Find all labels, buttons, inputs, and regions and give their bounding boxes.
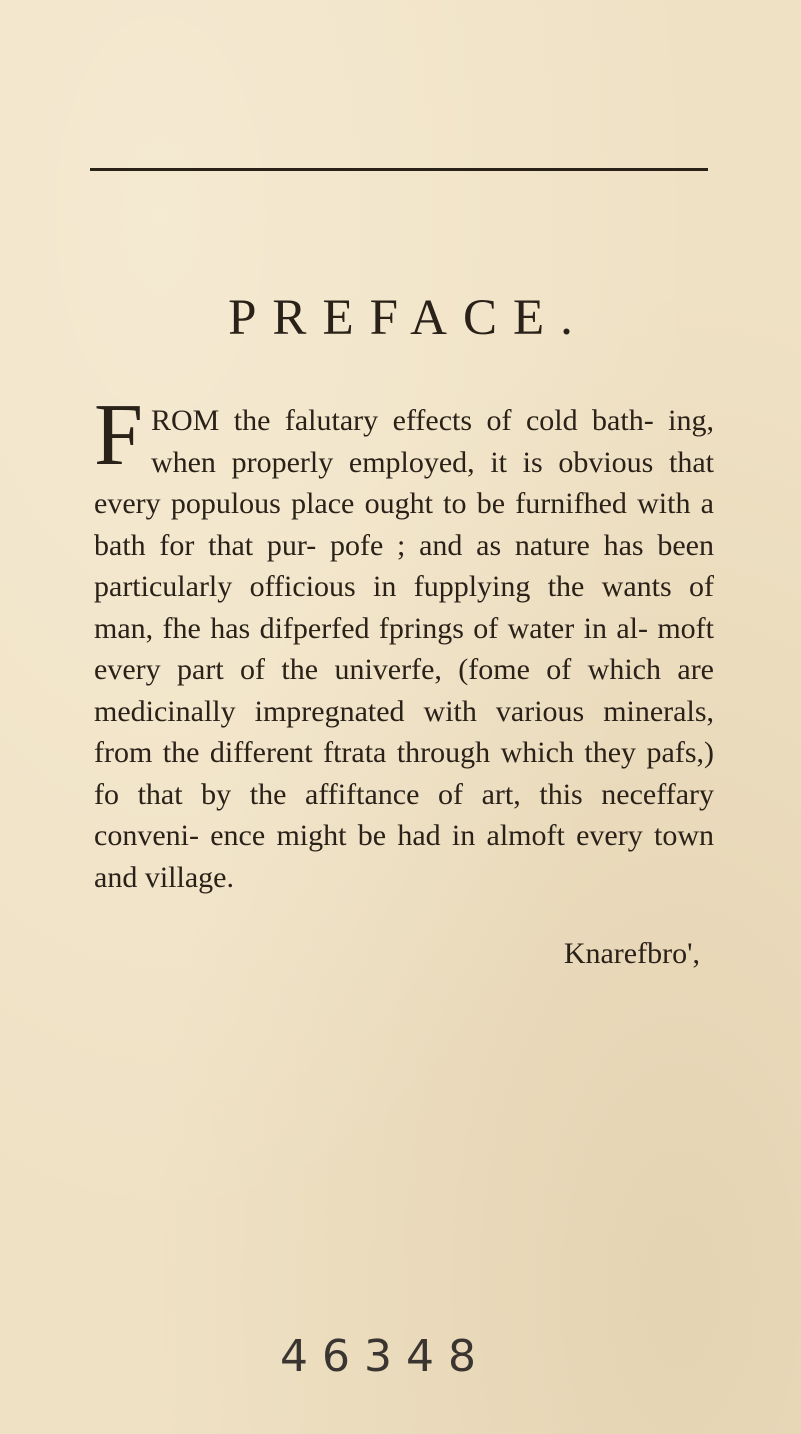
page-title: PREFACE. bbox=[228, 290, 589, 346]
preface-paragraph bbox=[94, 387, 714, 898]
place-signoff: Knarefbro', bbox=[563, 937, 700, 970]
handwritten-shelfmark: 46348 bbox=[280, 1331, 490, 1382]
paragraph-text: ROM the falutary effects of cold bath- ing, when properly employed, it is obvious that every populous place ought to be furnifhed with a bath for that pur- pofe ; and as nature has been particularly officious in fupplying the wants of man, fhe has difperfed fprings of water in al- moft every part of the univerfe, (fome of which are medicinally impregnated with various minerals, from the different ftrata through which they pafs,) fo that by the affiftance of art, this neceffary conveni- ence might be had in almoft every town and village. bbox=[94, 404, 714, 894]
header-rule bbox=[90, 168, 708, 171]
drop-cap: F bbox=[94, 387, 143, 484]
